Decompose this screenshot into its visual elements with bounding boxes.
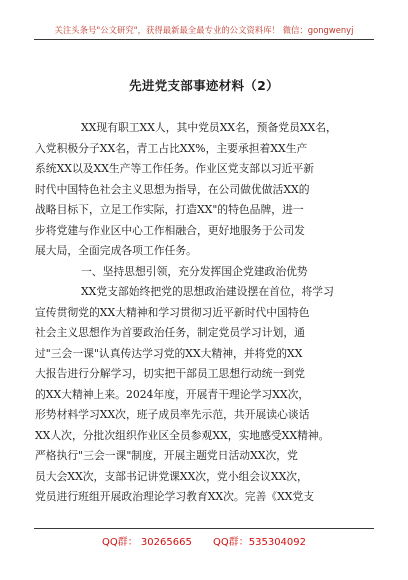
body-line: XX党支部始终把党的思想政治建设摆在首位，将学习: [81, 285, 334, 298]
body-line: 形势材料学习XX次，班子成员率先示范，共开展读心谈话: [35, 408, 310, 421]
body-line: 的XX大精神上来。2024年度，开展青干理论学习XX次，: [35, 387, 310, 401]
document-title: 先进党支部事迹材料（2）: [129, 78, 279, 93]
body-line: 系统XX以及XX生产等工作任务。作业区党支部以习近平新: [35, 162, 315, 175]
footer-qq-group-1: QQ群： 30265665: [101, 537, 192, 548]
body-line: 社会主义思想作为首要政治任务，制定党员学习计划，通: [35, 326, 305, 339]
header-banner: 关注头条号"公文研究"，获得最新最全最专业的公文资料库！ 微信：gongwenyj: [54, 25, 354, 35]
body-line: 时代中国特色社会主义思想为指导，在公司做优做活XX的: [35, 182, 310, 196]
footer-divider: [34, 528, 374, 529]
footer-qq-group-2: QQ群：535304092: [213, 537, 307, 548]
footer: [0, 533, 408, 548]
body-line: 步将党建与作业区中心工作相融合，更好地服务于公司发: [35, 223, 305, 237]
body-line: 战略目标下，立足工作实际，打造XX"的特色品牌，进一: [35, 203, 304, 216]
document-body: [35, 118, 354, 508]
body-line: XX现有职工XX人，其中党员XX名，预备党员XX名，: [81, 121, 337, 134]
body-line: 入党积极分子XX名，青工占比XX%，主要承担着XX生产: [35, 141, 308, 155]
header-divider: [34, 39, 374, 40]
body-line: 宣传贯彻党的XX大精神和学习贯彻习近平新时代中国特色: [35, 305, 310, 319]
body-line: 党员进行班组开展政治理论学习教育XX次。完善《XX党支: [35, 490, 315, 503]
body-line: 严格执行"三会一课"制度，开展主题党日活动XX次，党: [35, 449, 298, 462]
body-line: 展大局，全面完成各项工作任务。: [35, 244, 197, 257]
body-line: 大报告进行分解学习，切实把干部员工思想行动统一到党: [35, 367, 305, 380]
section-heading: 一、坚持思想引领，充分发挥国企党建政治优势: [81, 264, 308, 278]
body-line: 过"三会一课"认真传达学习党的XX大精神，并将党的XX: [35, 346, 303, 360]
body-line: XX人次，分批次组织作业区全员参观XX，实地感受XX精神。: [35, 428, 330, 442]
body-line: 员大会XX次，支部书记讲党课XX次，党小组会议XX次，: [35, 469, 308, 483]
